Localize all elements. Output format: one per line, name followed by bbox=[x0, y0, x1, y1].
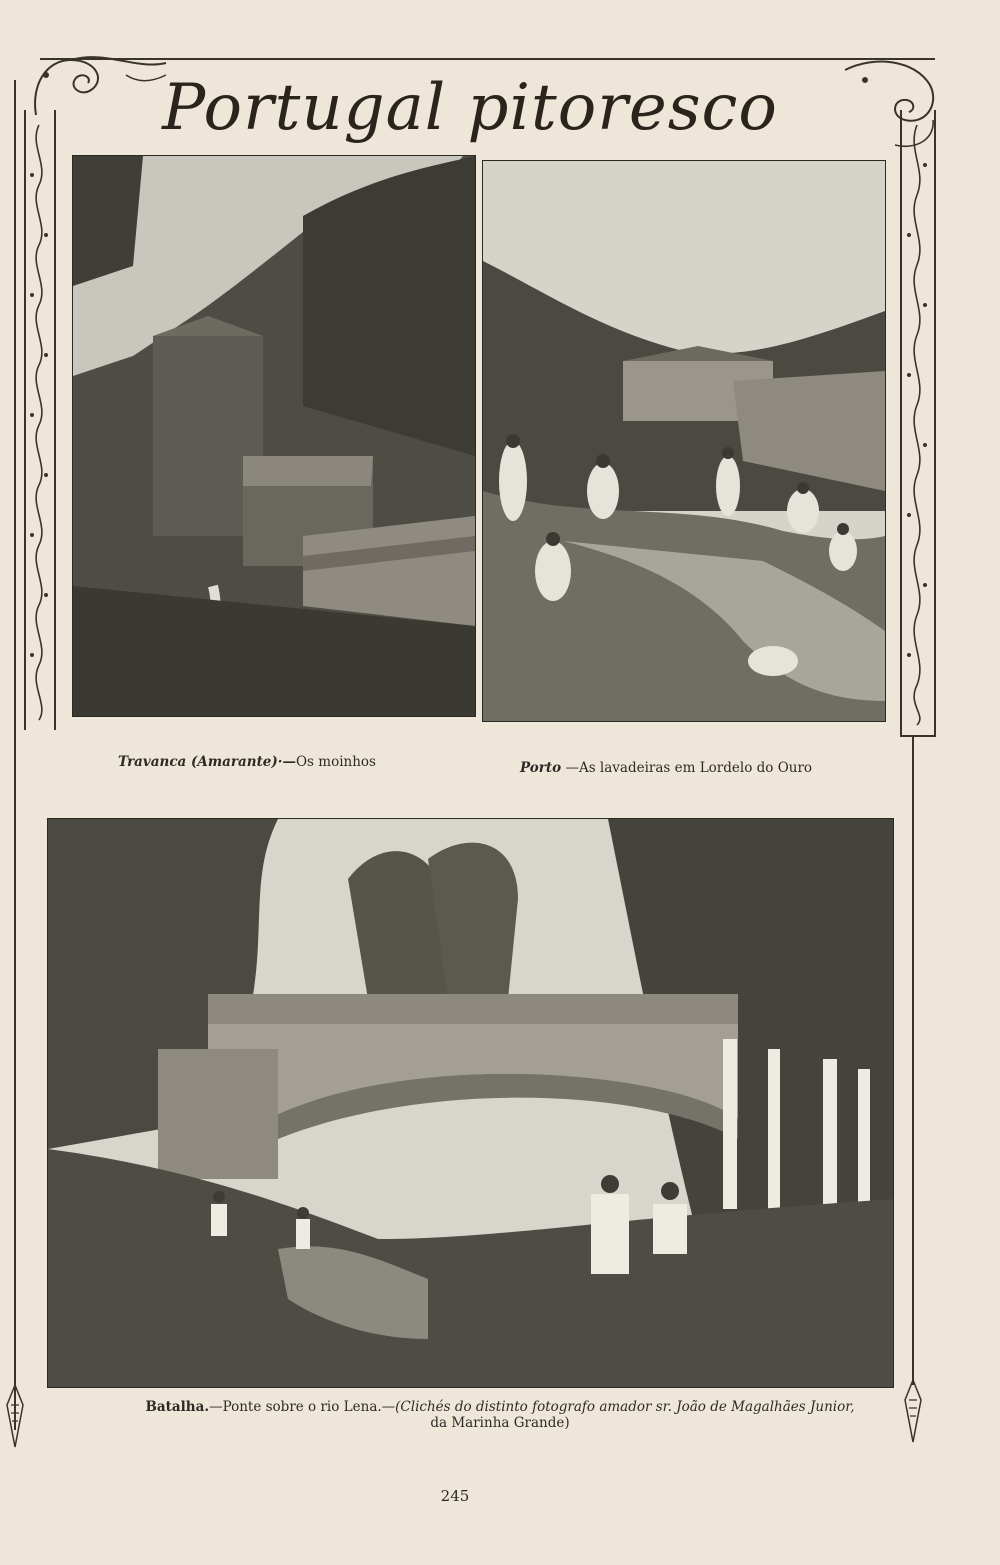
page-title: Portugal pitoresco bbox=[162, 71, 778, 145]
washerwomen-caption-place: Porto bbox=[520, 760, 562, 776]
mills-photo bbox=[72, 155, 476, 717]
left-band-pattern-icon bbox=[26, 115, 52, 725]
mills-caption bbox=[118, 754, 376, 770]
left-pendant-ornament-icon bbox=[5, 1385, 25, 1450]
bridge-caption-credit: (Clichés do distinto fotografo amador sr. João de Magalhães Junior, bbox=[395, 1399, 855, 1415]
washerwomen-caption-sep: — bbox=[561, 760, 579, 776]
bridge-caption-text: —Ponte sobre o rio Lena.— bbox=[209, 1399, 396, 1415]
washerwomen-caption-text: As lavadeiras em Lordelo do Ouro bbox=[578, 760, 813, 776]
washerwomen-photo bbox=[482, 160, 886, 722]
frame-right-rule bbox=[912, 735, 914, 1385]
bridge-caption-place: Batalha. bbox=[145, 1399, 210, 1415]
bridge-photo bbox=[47, 818, 894, 1388]
bridge-caption bbox=[60, 1399, 940, 1415]
right-band-pattern-icon bbox=[903, 115, 931, 730]
mills-caption-place: Travanca (Amarante) bbox=[118, 754, 278, 770]
mills-caption-text: Os moinhos bbox=[295, 754, 376, 770]
page-number: 245 bbox=[440, 1487, 470, 1505]
bridge-caption-credit-2: da Marinha Grande) bbox=[430, 1415, 570, 1431]
washerwomen-caption bbox=[520, 760, 812, 776]
mills-caption-sep: ·— bbox=[277, 754, 296, 770]
frame-left-rule bbox=[14, 80, 16, 1430]
bridge-caption-line2 bbox=[60, 1415, 940, 1431]
